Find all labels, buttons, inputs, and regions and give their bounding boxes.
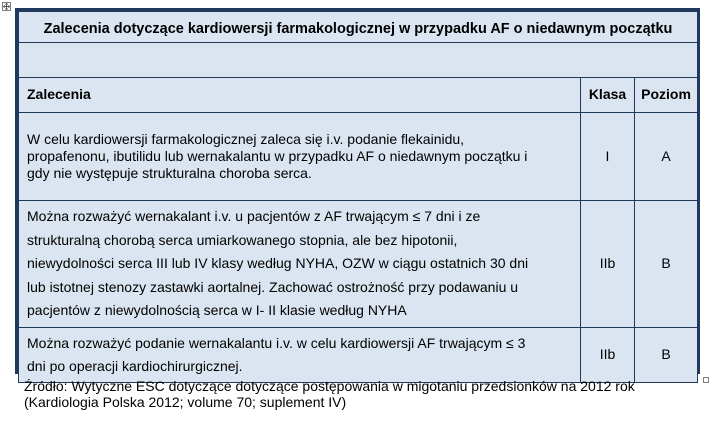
- recommendation-line: niewydolności serca III lub IV klasy według NYHA, OZW w ciągu ostatnich 30 dni: [27, 255, 529, 271]
- class-cell: I: [581, 113, 635, 201]
- source-line: Źródło: Wytyczne ESC dotyczące dotyczące postępowania w migotaniu przedsionków na 2012 rok: [24, 378, 635, 394]
- level-cell: A: [635, 113, 698, 201]
- recommendation-line: lub istotnej stenozy zastawki aortalnej. Zachować ostrożność przy podawaniu u: [27, 278, 519, 295]
- level-cell: B: [635, 201, 698, 328]
- table-row: [19, 113, 698, 201]
- class-cell: IIb: [581, 327, 635, 382]
- recommendation-cell: [19, 113, 581, 201]
- recommendation-line: Można rozważyć wernakalant i.v. u pacjentów z AF trwającym ≤ 7 dni i ze: [27, 208, 481, 224]
- recommendation-line: propafenonu, ibutilidu lub wernakalantu w przypadku AF o niedawnym początku i: [27, 148, 528, 164]
- class-cell: IIb: [581, 201, 635, 328]
- level-cell: B: [635, 327, 698, 382]
- header-class: Klasa: [581, 78, 635, 113]
- recommendation-cell: [19, 327, 581, 382]
- recommendation-line: W celu kardiowersji farmakologicznej zaleca się i.v. podanie flekainidu,: [27, 131, 465, 147]
- recommendations-table: [15, 8, 700, 374]
- source-note: [24, 378, 704, 410]
- recommendation-line: strukturalną chorobą serca umiarkowanego stopnia, ale bez hipotonii,: [27, 231, 458, 248]
- recommendation-line: gdy nie występuje strukturalna choroba serca.: [27, 165, 312, 181]
- empty-row: [19, 43, 698, 78]
- source-line: (Kardiologia Polska 2012; volume 70; suplement IV): [24, 394, 347, 410]
- table-move-handle-icon[interactable]: [2, 2, 11, 11]
- table-title: Zalecenia dotyczące kardiowersji farmakologicznej w przypadku AF o niedawnym początku: [19, 12, 698, 43]
- recommendation-line: dni po operacji kardiochirurgicznej.: [27, 357, 243, 374]
- recommendation-line: pacjentów z niewydolnością serca w I- II klasie według NYHA: [27, 302, 407, 318]
- recommendation-line: Można rozważyć podanie wernakalantu i.v. w celu kardiowersji AF trwającym ≤ 3: [27, 334, 526, 351]
- header-recommendations: Zalecenia: [19, 78, 581, 113]
- recommendation-cell: [19, 201, 581, 328]
- table-row: [19, 201, 698, 328]
- header-level: Poziom: [635, 78, 698, 113]
- table-row: [19, 327, 698, 382]
